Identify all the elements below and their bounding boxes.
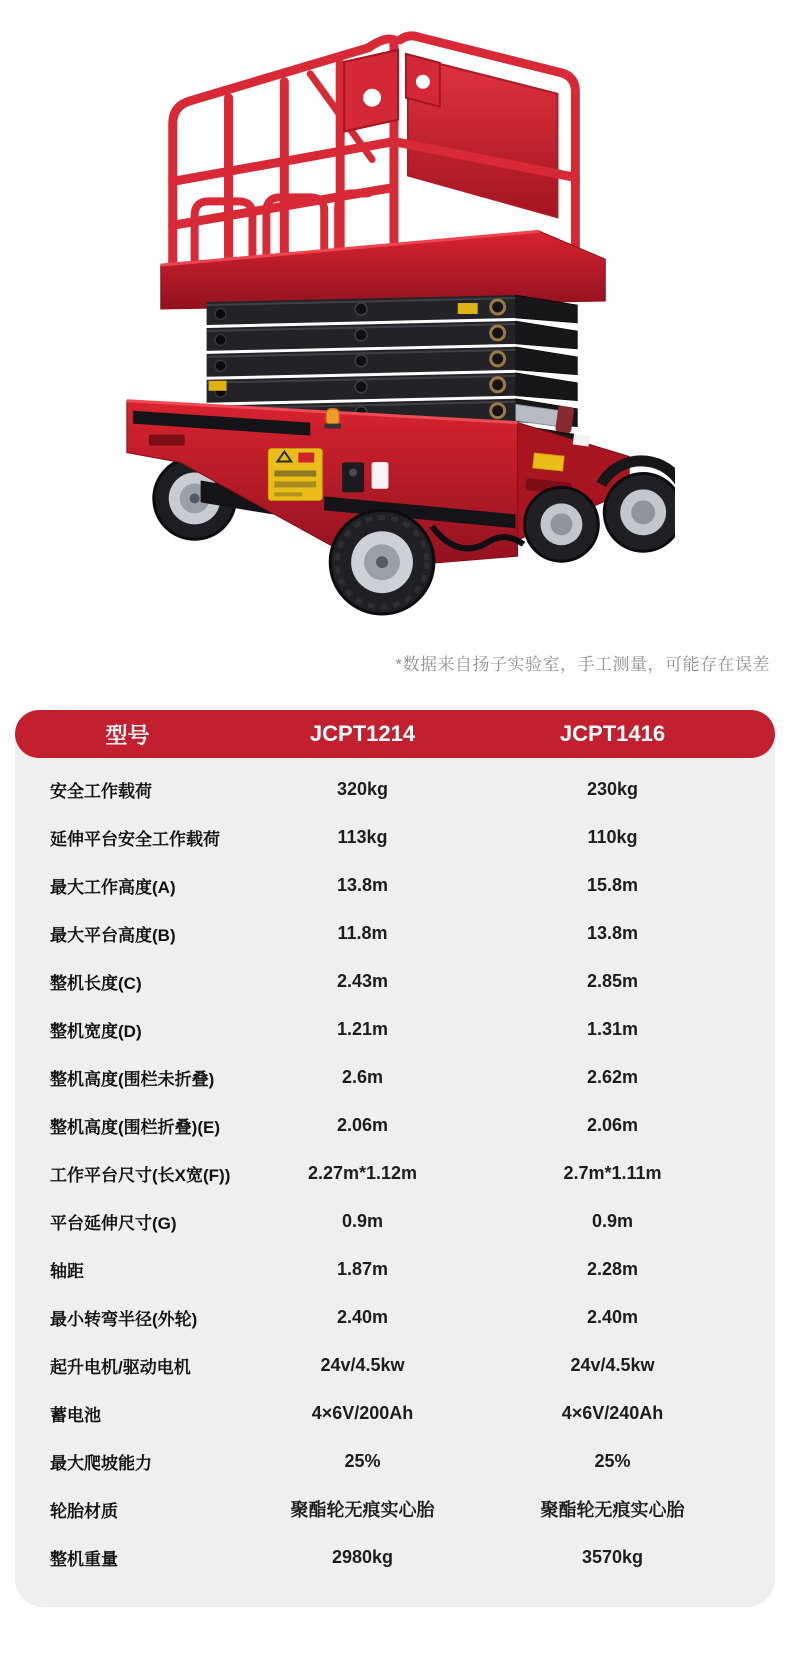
spec-value-jcpt1416: 2.40m: [586, 1306, 639, 1327]
spec-value-jcpt1416: 15.8m: [586, 874, 639, 895]
spec-value-jcpt1416: 聚酯轮无痕实心胎: [540, 1500, 685, 1520]
spec-label: 起升电机/驱动电机: [50, 1357, 191, 1377]
table-row: [15, 765, 775, 813]
spec-value-jcpt1416: 4×6V/240Ah: [561, 1402, 664, 1423]
spec-value-jcpt1214: 聚酯轮无痕实心胎: [290, 1500, 435, 1520]
spec-value-jcpt1416: 25%: [594, 1450, 631, 1471]
spec-value-jcpt1214: 320kg: [336, 778, 389, 799]
product-photo: [105, 12, 675, 620]
spec-value-jcpt1214: 13.8m: [336, 874, 389, 895]
table-row: [15, 1341, 775, 1389]
spec-value-jcpt1416: 24v/4.5kw: [570, 1354, 655, 1375]
spec-value-jcpt1214: 4×6V/200Ah: [311, 1402, 414, 1423]
spec-value-jcpt1416: 2.06m: [586, 1114, 639, 1135]
spec-label: 最大平台高度(B): [50, 925, 176, 945]
table-row: [15, 1149, 775, 1197]
spec-value-jcpt1416: 1.31m: [586, 1018, 639, 1039]
table-row: [15, 1197, 775, 1245]
spec-value-jcpt1214: 11.8m: [337, 922, 388, 943]
warning-stickers: [268, 449, 322, 501]
spec-label: 轴距: [50, 1261, 84, 1281]
spec-value-jcpt1416: 13.8m: [586, 922, 639, 943]
spec-value-jcpt1416: 3570kg: [581, 1546, 644, 1567]
spec-value-jcpt1214: 2.6m: [341, 1066, 384, 1087]
spec-value-jcpt1416: 2.7m*1.11m: [563, 1162, 662, 1183]
spec-label: 整机宽度(D): [50, 1021, 142, 1041]
beacon-light: [324, 409, 341, 429]
table-row: [15, 1245, 775, 1293]
spec-value-jcpt1416: 2.62m: [586, 1066, 639, 1087]
table-row: [15, 1101, 775, 1149]
spec-value-jcpt1416: 2.28m: [586, 1258, 639, 1279]
spec-value-jcpt1214: 2.43m: [336, 970, 389, 991]
scissor-lift-illustration: [105, 12, 675, 620]
spec-label: 平台延伸尺寸(G): [50, 1213, 177, 1233]
table-row: [15, 1437, 775, 1485]
table-row: [15, 1005, 775, 1053]
table-row: [15, 813, 775, 861]
spec-value-jcpt1214: 24v/4.5kw: [320, 1354, 405, 1375]
spec-label: 整机高度(围栏未折叠): [50, 1069, 215, 1089]
spec-table-header: [15, 710, 775, 758]
spec-value-jcpt1214: 2.27m*1.12m: [307, 1162, 418, 1183]
spec-label: 整机高度(围栏折叠)(E): [50, 1117, 220, 1137]
disclaimer-note: *数据来自扬子实验室，手工测量，可能存在误差: [395, 655, 770, 674]
spec-value-jcpt1416: 230kg: [586, 778, 639, 799]
spec-table: [15, 710, 775, 1607]
spec-label: 工作平台尺寸(长X宽(F)): [50, 1165, 231, 1185]
table-row: [15, 1533, 775, 1581]
header-model-jcpt1214: JCPT1214: [309, 721, 416, 746]
spec-table-body: [15, 758, 775, 1608]
spec-value-jcpt1214: 2.40m: [336, 1306, 389, 1327]
spec-value-jcpt1214: 0.9m: [341, 1210, 384, 1231]
spec-value-jcpt1416: 0.9m: [591, 1210, 634, 1231]
table-row: [15, 1293, 775, 1341]
spec-label: 最小转弯半径(外轮): [50, 1309, 198, 1329]
spec-value-jcpt1214: 1.21m: [336, 1018, 389, 1039]
table-row: [15, 861, 775, 909]
spec-label: 最大工作高度(A): [50, 877, 176, 897]
spec-value-jcpt1214: 113kg: [337, 826, 388, 847]
spec-value-jcpt1214: 2980kg: [331, 1546, 394, 1567]
spec-label: 整机重量: [50, 1549, 118, 1569]
spec-label: 轮胎材质: [50, 1501, 118, 1521]
table-row: [15, 1053, 775, 1101]
header-model-label: 型号: [105, 722, 150, 748]
front-wheel: [330, 510, 434, 614]
spec-value-jcpt1416: 2.85m: [586, 970, 639, 991]
spec-value-jcpt1214: 2.06m: [336, 1114, 389, 1135]
spec-value-jcpt1416: 110kg: [587, 826, 638, 847]
spec-label: 整机长度(C): [50, 973, 142, 993]
table-row: [15, 909, 775, 957]
table-row: [15, 957, 775, 1005]
spec-value-jcpt1214: 1.87m: [336, 1258, 389, 1279]
spec-label: 最大爬坡能力: [50, 1453, 152, 1473]
spec-label: 延伸平台安全工作载荷: [50, 829, 220, 849]
spec-label: 安全工作载荷: [50, 781, 152, 801]
spec-value-jcpt1214: 25%: [344, 1450, 381, 1471]
table-row: [15, 1485, 775, 1533]
spec-label: 蓄电池: [50, 1405, 101, 1425]
table-row: [15, 1389, 775, 1437]
header-model-jcpt1416: JCPT1416: [559, 721, 666, 746]
